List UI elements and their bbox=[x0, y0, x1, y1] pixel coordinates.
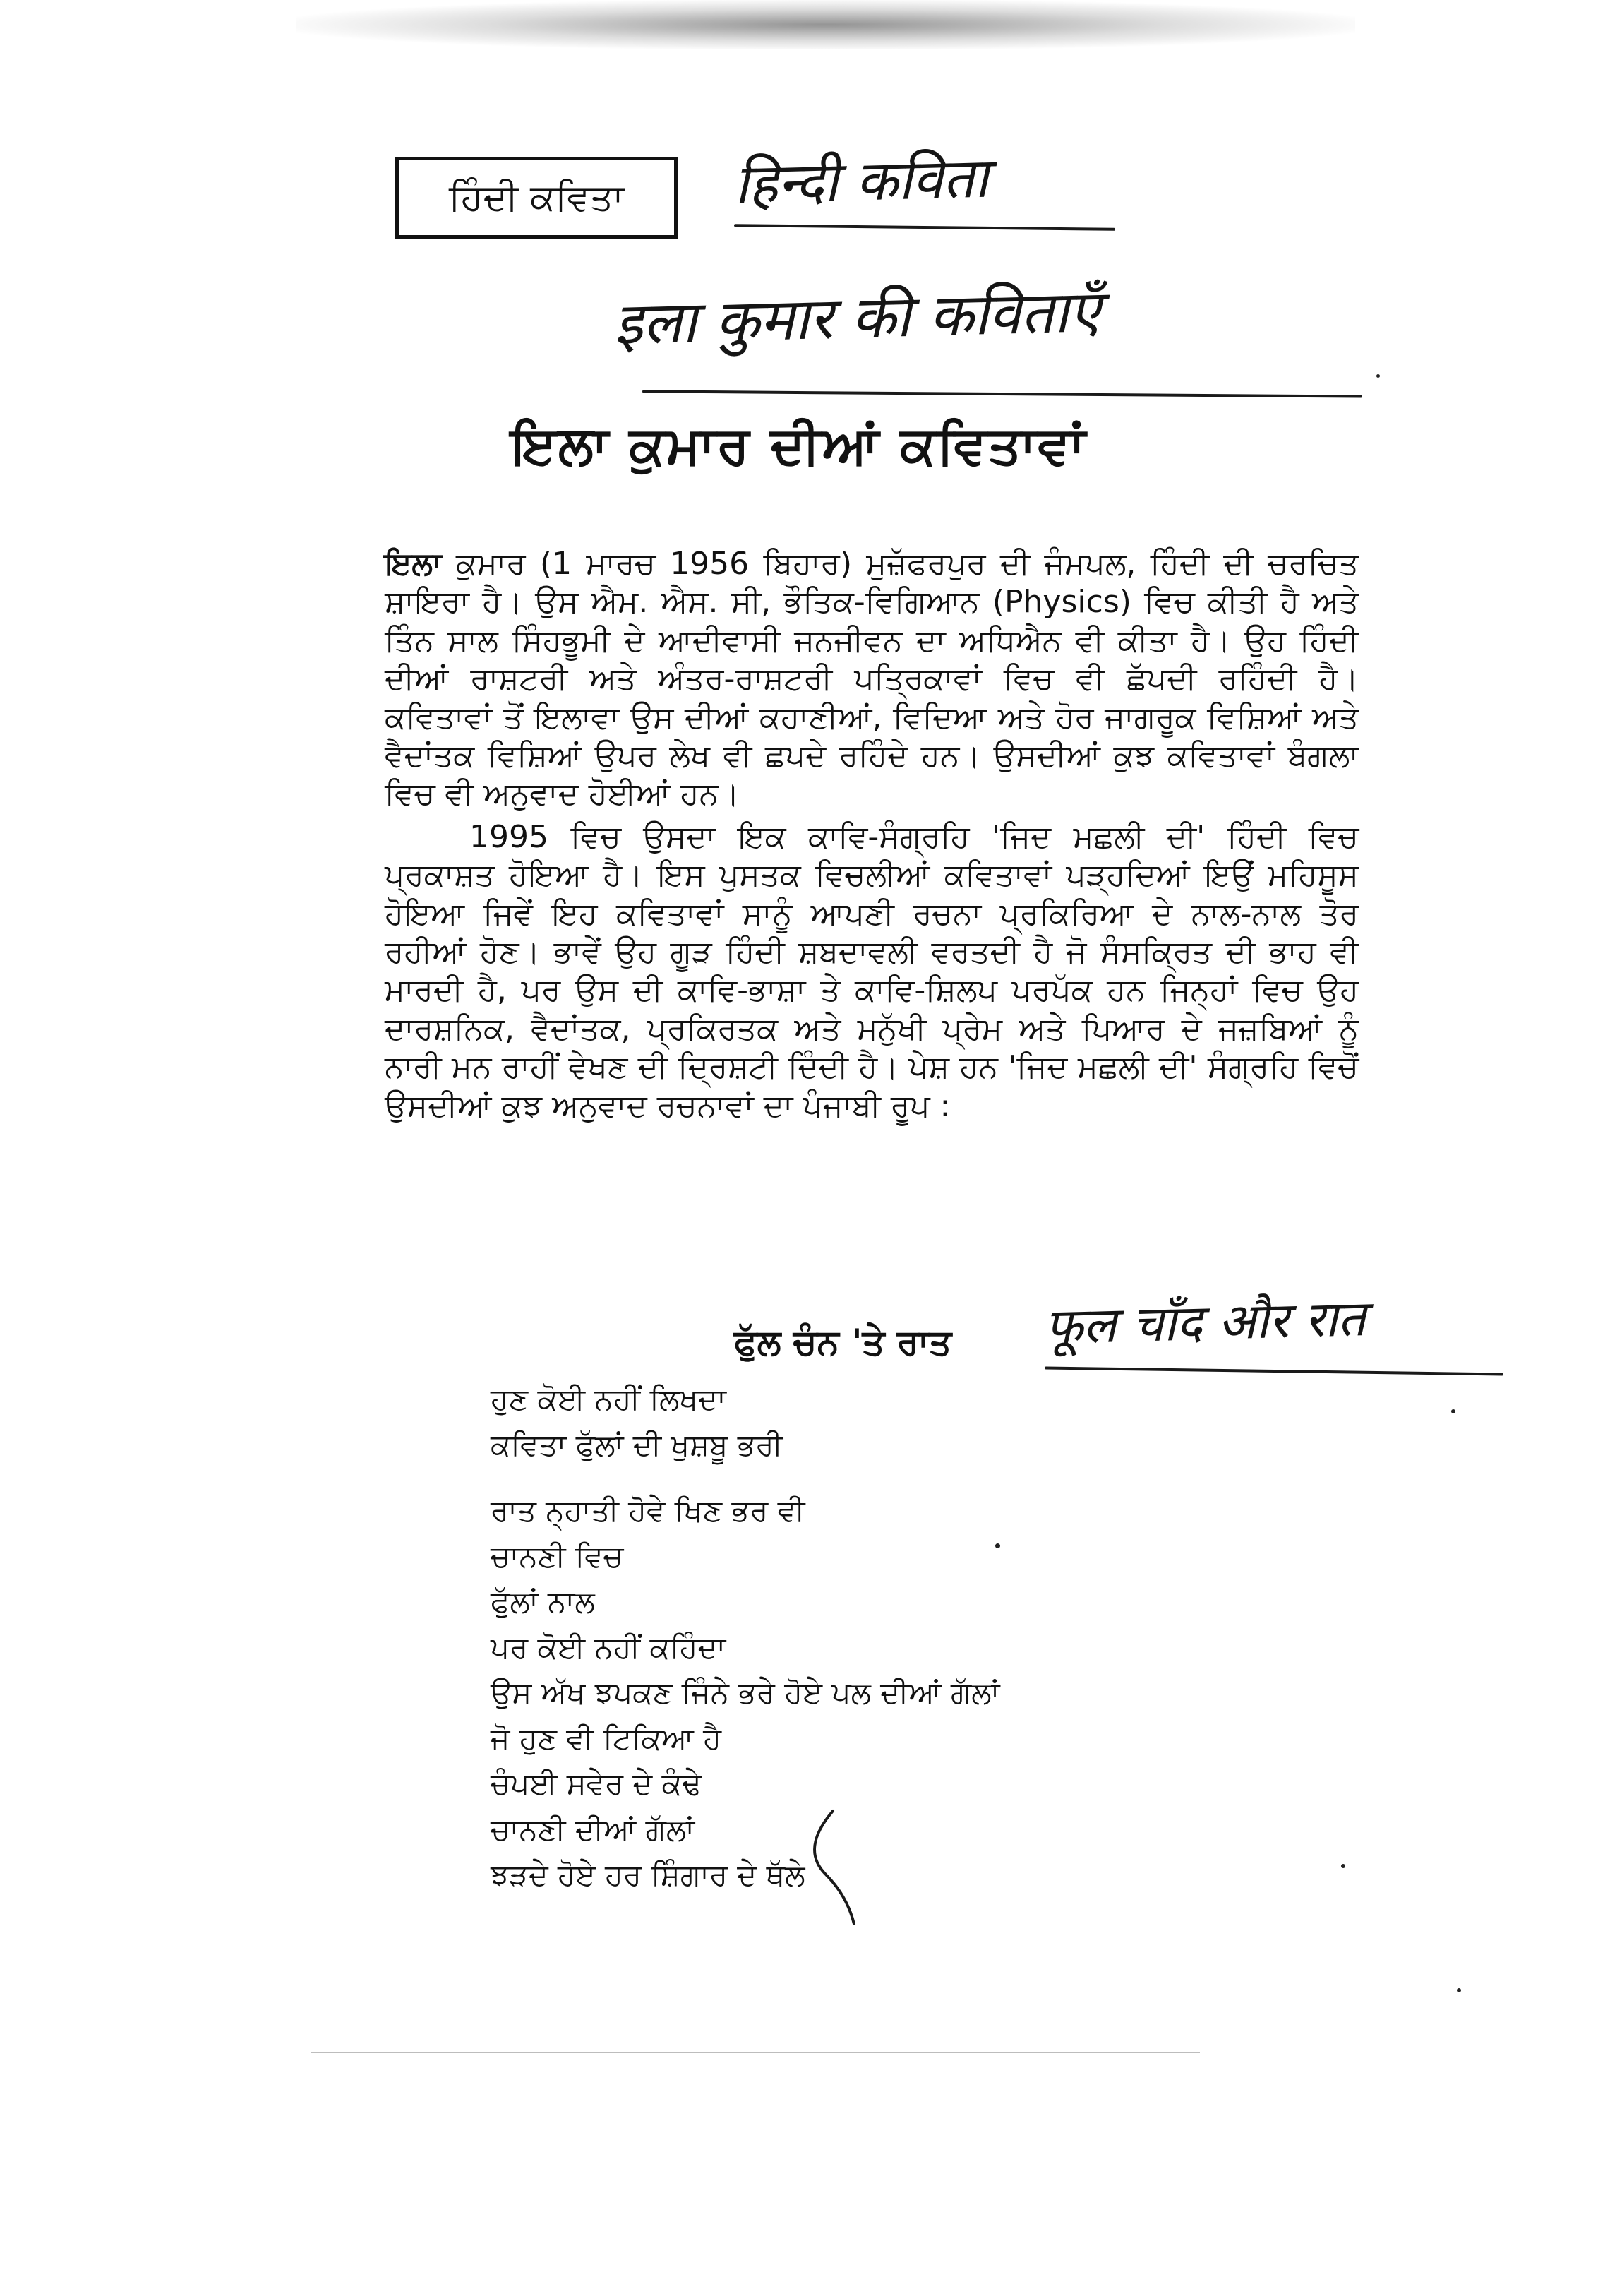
poem-line: ਚਾਨਣੀ ਦੀਆਂ ਗੱਲਾਂ bbox=[491, 1812, 695, 1847]
scan-smudge bbox=[296, 0, 1355, 49]
scan-artifact-line bbox=[311, 2052, 1200, 2053]
poem-line: ਕਵਿਤਾ ਫੁੱਲਾਂ ਦੀ ਖੁਸ਼ਬੂ ਭਰੀ bbox=[491, 1427, 783, 1462]
poem-line: ਜੋ ਹੁਣ ਵੀ ਟਿਕਿਆ ਹੈ bbox=[491, 1721, 721, 1756]
scan-speck bbox=[1457, 1988, 1461, 1992]
intro-paragraph-2: 1995 ਵਿਚ ਉਸਦਾ ਇਕ ਕਾਵਿ-ਸੰਗ੍ਰਹਿ 'ਜਿਦ ਮਛਲੀ ਦੀ' ਹਿੰਦੀ ਵਿਚ ਪ੍ਰਕਾਸ਼ਤ ਹੋਇਆ ਹੈ। ਇਸ ਪੁਸਤਕ ਵਿਚਲੀਆਂ ਕਵਿਤਾਵਾਂ ਪੜ੍ਹਦਿਆਂ ਇਉਂ ਮਹਿਸੂਸ ਹੋਇਆ ਜਿਵੇਂ ਇਹ ਕਵਿਤਾਵਾਂ ਸਾਨੂੰ ਆਪਣੀ ਰਚਨਾ ਪ੍ਰਕਿਰਿਆ ਦੇ ਨਾਲ-ਨਾਲ ਤੋਰ ਰਹੀਆਂ ਹੋਣ। ਭਾਵੇਂ ਉਹ ਗੂੜ ਹਿੰਦੀ ਸ਼ਬਦਾਵਲੀ ਵਰਤਦੀ ਹੈ ਜੋ ਸੰਸਕ੍ਰਿਤ ਦੀ ਭਾਹ ਵੀ ਮਾਰਦੀ ਹੈ, ਪਰ ਉਸ ਦੀ ਕਾਵਿ-ਭਾਸ਼ਾ ਤੇ ਕਾਵਿ-ਸ਼ਿਲਪ ਪਰਪੱਕ ਹਨ ਜਿਨ੍ਹਾਂ ਵਿਚ ਉਹ ਦਾਰਸ਼ਨਿਕ, ਵੈਦਾਂਤਕ, ਪ੍ਰਕਿਰਤਕ ਅਤੇ ਮਨੁੱਖੀ ਪ੍ਰੇਮ ਅਤੇ ਪਿਆਰ ਦੇ ਜਜ਼ਬਿਆਂ ਨੂੰ ਨਾਰੀ ਮਨ ਰਾਹੀਂ ਵੇਖਣ ਦੀ ਦ੍ਰਿਸ਼ਟੀ ਦਿੰਦੀ ਹੈ। ਪੇਸ਼ ਹਨ 'ਜਿਦ ਮਛਲੀ ਦੀ' ਸੰਗ੍ਰਹਿ ਵਿਚੋਂ ਉਸਦੀਆਂ ਕੁਝ ਅਨੁਵਾਦ ਰਚਨਾਵਾਂ ਦਾ ਪੰਜਾਬੀ ਰੂਪ : bbox=[385, 818, 1359, 1124]
handwritten-underline bbox=[734, 224, 1115, 231]
handwritten-underline bbox=[1045, 1366, 1503, 1375]
intro-lead-word: ਇਲਾ bbox=[385, 546, 442, 582]
poem-line: ਉਸ ਅੱਖ ਝਪਕਣ ਜਿੰਨੇ ਭਰੇ ਹੋਏ ਪਲ ਦੀਆਂ ਗੱਲਾਂ bbox=[491, 1675, 1000, 1710]
poem-line: ਚਾਨਣੀ ਵਿਚ bbox=[491, 1538, 624, 1574]
poem-line: ਰਾਤ ਨ੍ਹਾਤੀ ਹੋਵੇ ਖਿਣ ਭਰ ਵੀ bbox=[491, 1493, 805, 1528]
poem-stanza-2 bbox=[491, 1488, 999, 1899]
scan-speck bbox=[1451, 1409, 1455, 1413]
poem-line: ਝੜਦੇ ਹੋਏ ਹਰ ਸ਼ਿੰਗਾਰ ਦੇ ਥੱਲੇ bbox=[491, 1858, 805, 1892]
category-label-box bbox=[395, 157, 678, 239]
intro-paragraph-1 bbox=[385, 545, 1359, 814]
scan-speck bbox=[1376, 374, 1380, 378]
intro-paragraph-1-body: ਕੁਮਾਰ (1 ਮਾਰਚ 1956 ਬਿਹਾਰ) ਮੁਜ਼ੱਫਰਪੁਰ ਦੀ ਜੰਮਪਲ, ਹਿੰਦੀ ਦੀ ਚਰਚਿਤ ਸ਼ਾਇਰਾ ਹੈ। ਉਸ ਐਮ. ਐਸ. ਸੀ, ਭੌਤਿਕ-ਵਿਗਿਆਨ (Physics) ਵਿਚ ਕੀਤੀ ਹੈ ਅਤੇ ਤਿੰਨ ਸਾਲ ਸਿੰਹਭੂਮੀ ਦੇ ਆਦੀਵਾਸੀ ਜਨਜੀਵਨ ਦਾ ਅਧਿਐਨ ਵੀ ਕੀਤਾ ਹੈ। ਉਹ ਹਿੰਦੀ ਦੀਆਂ ਰਾਸ਼ਟਰੀ ਅਤੇ ਅੰਤਰ-ਰਾਸ਼ਟਰੀ ਪਤ੍ਰਿਕਾਵਾਂ ਵਿਚ ਵੀ ਛੱਪਦੀ ਰਹਿੰਦੀ ਹੈ। ਕਵਿਤਾਵਾਂ ਤੋਂ ਇਲਾਵਾ ਉਸ ਦੀਆਂ ਕਹਾਣੀਆਂ, ਵਿਦਿਆ ਅਤੇ ਹੋਰ ਜਾਗਰੂਕ ਵਿਸ਼ਿਆਂ ਅਤੇ ਵੈਦਾਂਤਕ ਵਿਸ਼ਿਆਂ ਉਪਰ ਲੇਖ ਵੀ ਛਪਦੇ ਰਹਿੰਦੇ ਹਨ। ਉਸਦੀਆਂ ਕੁਝ ਕਵਿਤਾਵਾਂ ਬੰਗਲਾ ਵਿਚ ਵੀ ਅਨੁਵਾਦ ਹੋਈਆਂ ਹਨ। bbox=[385, 546, 1359, 813]
poem-title: ਫੁੱਲ ਚੰਨ 'ਤੇ ਰਾਤ bbox=[734, 1322, 952, 1363]
handwritten-bracket-mark bbox=[805, 1807, 868, 1927]
intro-text bbox=[385, 545, 1359, 1125]
handwritten-poem-title-note: फूल चाँद और रात bbox=[1044, 1289, 1366, 1356]
scan-speck bbox=[995, 1543, 1000, 1548]
poem-line: ਫੁੱਲਾਂ ਨਾਲ bbox=[491, 1584, 595, 1619]
handwritten-note-title: इला कुमार की कविताएँ bbox=[613, 277, 1102, 358]
poem-stanza-1 bbox=[491, 1377, 783, 1468]
poem-line: ਹੁਣ ਕੋਈ ਨਹੀਂ ਲਿਖਦਾ bbox=[491, 1382, 726, 1416]
category-label: ਹਿੰਦੀ ਕਵਿਤਾ bbox=[448, 176, 625, 219]
page-title: ਇਲਾ ਕੁਮਾਰ ਦੀਆਂ ਕਵਿਤਾਵਾਂ bbox=[511, 415, 1087, 476]
scan-speck bbox=[1341, 1864, 1345, 1868]
poem-line: ਚੰਪਈ ਸਵੇਰ ਦੇ ਕੰਢੇ bbox=[491, 1766, 702, 1801]
poem-line: ਪਰ ਕੋਈ ਨਹੀਂ ਕਹਿੰਦਾ bbox=[491, 1630, 726, 1665]
handwritten-note-hindi-poetry: हिन्दी कविता bbox=[733, 146, 990, 217]
handwritten-underline bbox=[642, 390, 1362, 397]
